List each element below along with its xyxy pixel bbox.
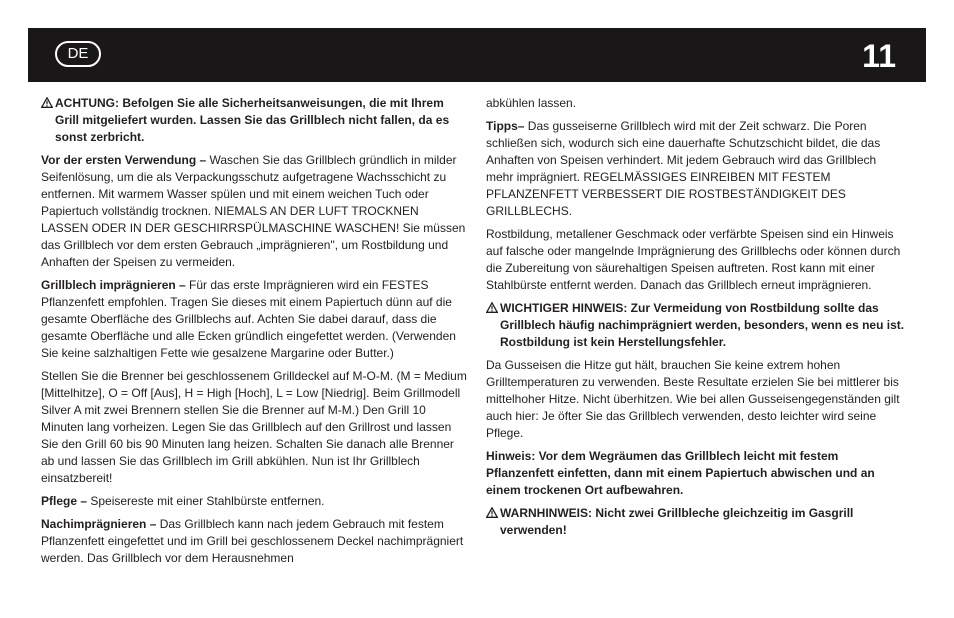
tips-text: Das gusseiserne Grillblech wird mit der Zeit schwarz. Die Poren schließen sich, wodurch sich eine dauerhafte Schutzschicht bildet, die das Anhaften von Speisen verhindert. Mit jedem Gebrauch wird das Grillblech mehr imprägniert. REGELMÄSSIGES EINREIBEN MIT FESTEM PFLANZENFETT VERBESSERT DIE ROSTBESTÄNDIGKEIT DES GRILLBLECHS.	[486, 119, 881, 218]
important-warning-text: WICHTIGER HINWEIS: Zur Vermeidung von Rostbildung sollte das Grillblech häufig nachimprägniert werden, besonders, wenn es neu ist. Rostbildung ist kein Herstellungsfehler.	[500, 301, 905, 349]
page-header	[28, 28, 926, 82]
seasoning-text: Für das erste Imprägnieren wird ein FESTES Pflanzenfett empfohlen. Tragen Sie dieses mit einem Papiertuch dünn auf die gesamte Oberfläche des Grillblechs auf. Achten Sie dabei darauf, dass die gesamte Oberfläche und alle Ecken gründlich eingefettet werden. (Verwenden Sie keine salzhaltigen Fette wie gesalzene Margarine oder Butter.)	[41, 278, 456, 360]
seasoning-heading: Grillblech imprägnieren –	[41, 278, 186, 292]
reseason-heading: Nachimprägnieren –	[41, 517, 157, 531]
reseason-paragraph	[41, 516, 469, 567]
warning-triangle-icon	[486, 300, 500, 317]
right-column	[486, 95, 906, 545]
tips-paragraph	[486, 118, 906, 220]
burner-paragraph: Stellen Sie die Brenner bei geschlossenem Grilldeckel auf M-O-M. (M = Medium [Mittelhitze], O = Off [Aus], H = High [Hoch], L = Low [Niedrig]. Beim Grillmodell Silver A mit zwei Brennern stellen Sie die Brenner auf M-M.) Den Grill 10 Minuten lang vorheizen. Legen Sie das Grillblech auf den Grillrost und lassen Sie den Grill 60 bis 90 Minuten lang heizen. Schalten Sie danach alle Brenner ab und lassen Sie das Grillblech im Grill abkühlen. Nun ist Ihr Grillblech einsatzbereit!	[41, 369, 467, 485]
heat-paragraph: Da Gusseisen die Hitze gut hält, brauchen Sie keine extrem hohen Grilltemperaturen zu verwenden. Beste Resultate erzielen Sie bei mittlerer bis mittelhoher Hitze. Nicht überhitzen. Wie bei allen Gusseisengegenständen gilt auch hier: Je öfter Sie das Grillblech verwenden, desto leichter wird seine Pflege.	[486, 358, 900, 440]
warning-triangle-icon	[486, 505, 500, 522]
language-badge: DE	[55, 41, 101, 67]
first-use-text: Waschen Sie das Grillblech gründlich in milder Seifenlösung, um die als Verpackungsschutz aufgetragene Wachsschicht zu entfernen. Mit warmem Wasser spülen und mit einem weichen Tuch oder Papiertuch vollständig trocknen. NIEMALS AN DER LUFT TROCKNEN LASSEN ODER IN DER GESCHIRRSPÜLMASCHINE WASCHEN! Sie müssen das Grillblech vor dem ersten Gebrauch „imprägnieren", um Rostbildung und Anhaften der Speisen zu vermeiden.	[41, 153, 466, 269]
first-use-heading: Vor der ersten Verwendung –	[41, 153, 207, 167]
care-heading: Pflege –	[41, 494, 88, 508]
continued-paragraph: abkühlen lassen.	[486, 96, 577, 110]
important-warning	[486, 300, 906, 351]
left-column	[41, 95, 469, 573]
safety-warning	[41, 95, 469, 146]
final-warning-text: WARNHINWEIS: Nicht zwei Grillbleche gleichzeitig im Gasgrill verwenden!	[500, 506, 854, 537]
rust-paragraph: Rostbildung, metallener Geschmack oder verfärbte Speisen sind ein Hinweis auf falsche oder mangelnde Imprägnierung des Grillblechs oder können durch die Zubereitung von säurehaltigen Speisen auftreten. Rost kann mit einer Stahlbürste entfernt werden. Danach das Grillblech erneut imprägnieren.	[486, 227, 901, 292]
storage-note: Hinweis: Vor dem Wegräumen das Grillblech leicht mit festem Pflanzenfett einfetten, dann mit einem Papiertuch abwischen und an einem trockenen Ort aufbewahren.	[486, 449, 875, 497]
first-use-paragraph	[41, 152, 469, 271]
safety-warning-text: ACHTUNG: Befolgen Sie alle Sicherheitsanweisungen, die mit Ihrem Grill mitgeliefert wurden. Lassen Sie das Grillblech nicht fallen, da es sonst zerbricht.	[55, 96, 450, 144]
page-number: 11	[862, 38, 896, 74]
seasoning-paragraph	[41, 277, 469, 362]
tips-heading: Tipps–	[486, 119, 525, 133]
reseason-text: Das Grillblech kann nach jedem Gebrauch mit festem Pflanzenfett eingefettet und im Grill bei geschlossenem Deckel nachimprägniert werden. Das Grillblech vor dem Herausnehmen	[41, 517, 464, 565]
care-text: Speisereste mit einer Stahlbürste entfernen.	[87, 494, 325, 508]
care-paragraph	[41, 493, 469, 510]
warning-triangle-icon	[41, 95, 55, 112]
final-warning	[486, 505, 906, 539]
